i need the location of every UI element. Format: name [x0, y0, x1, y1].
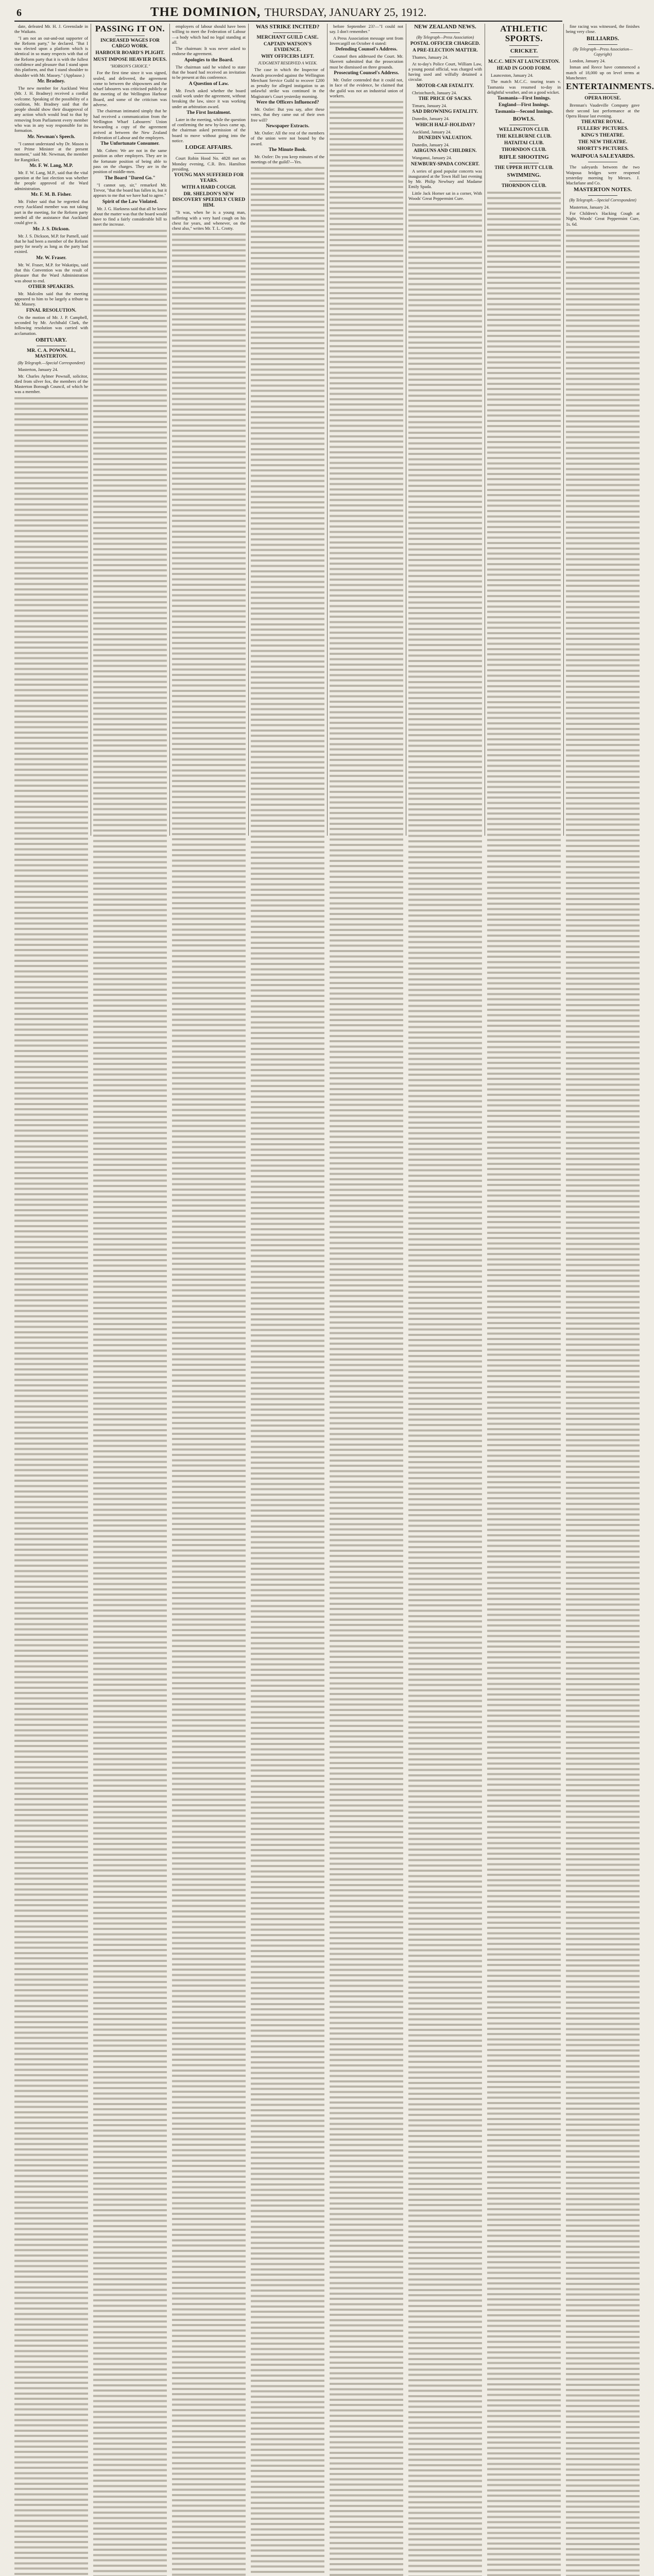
sub-headline: M.C.C. MEN AT LAUNCESTON.	[488, 59, 560, 64]
sub-headline: A Question of Law.	[188, 81, 229, 87]
paragraph: The match M.C.C. touring team v. Tasmania was resumed to-day in delightful weather, and on a good wicket.	[487, 79, 561, 95]
article-headline: BILLIARDS.	[586, 35, 619, 42]
paragraph: For Children's Hacking Cough at Night, Woods' Great Peppermint Cure, 1s. 6d.	[566, 211, 640, 227]
paragraph: The saleyards between the two Waipoua bridges were reopened yesterday morning by Messrs. J. Macfarlane and Co.	[566, 164, 640, 186]
paragraph: Later in the meeting, while the question of confirming the new by-laws came up, the chairman asked permission of the board to move without going into the notice.	[172, 116, 246, 144]
sub-headline: The Unfortunate Consumer.	[100, 141, 160, 147]
sub-headline: KING'S THEATRE.	[581, 133, 625, 139]
body-text-lines	[330, 99, 403, 2576]
body-text-lines	[487, 190, 561, 2576]
byline: (By Telegraph—Press Association)	[416, 35, 474, 40]
sub-headline: MOTOR-CAR FATALITY.	[416, 83, 474, 89]
headline-rule	[431, 32, 460, 33]
paragraph: Masterton, January 24.	[18, 367, 58, 372]
headline-rule	[588, 44, 617, 45]
sub-headline: WHY OFFICERS LEFT.	[261, 54, 314, 59]
article-columns	[14, 24, 654, 836]
paragraph: "It was, when he is a young man, suffering with a very hard cough on his chest for years, and whenever, on the chest also," writes Mr. T. L. Crotty.	[172, 210, 246, 231]
article-headline: OBITUARY.	[36, 336, 67, 343]
paragraph: Christchurch, January 24.	[412, 90, 457, 95]
paragraph: Mr. Fisher said that he regretted that every Auckland member was not taking part in the meeting, for the Reform party needed all the assistance that Auckland could give it.	[14, 199, 88, 226]
paragraph: Thames, January 24.	[412, 55, 449, 60]
paragraph: "I am not an out-and-out supporter of the Reform party," he declared. "But I was elected upon a platform which is identical in so many respects with that of the Reform party that it is with the fullest confidence and pleasure that I stand upon this platform, and that I stand shoulder to shoulder with Mr. Massey." (Applause.)	[14, 35, 88, 78]
paragraph: Mr. J. G. Harkness said that all he knew about the matter was that the board would have to find a fairly considerable bill to meet the increase.	[93, 206, 167, 227]
sub-headline: CAPTAIN WATSON'S EVIDENCE.	[263, 42, 312, 53]
section-headline: ENTERTAINMENTS.	[566, 81, 654, 92]
sub-headline: DR. SHELDON'S NEW DISCOVERY SPEEDILY CURED HIM.	[172, 192, 246, 209]
article-headline: BOWLS.	[512, 116, 536, 123]
column-8	[566, 24, 654, 836]
sub-headline: MUST IMPOSE HEAVIER DUES.	[93, 57, 167, 62]
paragraph: The chairman said he wished to state that the board had received an invitation to be present at this conference.	[172, 64, 246, 80]
sub-headline: INCREASED WAGES FOR CARGO WORK.	[100, 38, 160, 49]
sub-headline: THE NEW THEATRE.	[578, 140, 628, 145]
headline-rule	[509, 45, 539, 46]
column-5	[330, 24, 403, 836]
sub-headline: Newspaper Extracts.	[266, 123, 309, 129]
paragraph: The chairman intimated simply that he had received a communication from the Wellington Wharf Labourers' Union forwarding a copy of the agreement arrived at between the New Zealand Federation of Labour and the employers.	[93, 108, 167, 140]
column-6	[408, 24, 482, 836]
paragraph: Counsel then addressed the Court. Mr. Skerrett submitted that the prosecution must be dismissed on three grounds.	[330, 54, 403, 70]
article-headline: NEW ZEALAND NEWS.	[414, 24, 476, 30]
paragraph: Mr. Ostler contended that it could not, in face of the evidence, be claimed that the guild was not an industrial union of workers.	[330, 77, 403, 98]
paragraph: "I cannot understand why Dr. Mason is not Prime Minister at the present moment," said Mr. Newman, the member for Rangitikei.	[14, 141, 88, 162]
paragraph: Mr. J. S. Dickson, M.P. for Parnell, said that he had been a member of the Reform party for nearly as long as the party had existed.	[14, 233, 88, 255]
paragraph: Court Robin Hood No. 4828 met on Monday evening, C.R. Bro. Hamilton presiding.	[172, 156, 246, 172]
sub-headline: The Minute Book.	[268, 147, 307, 152]
page-number: 6	[16, 7, 22, 19]
sub-headline: OPERA HOUSE.	[584, 96, 621, 101]
paragraph: Mr. Ostler: All the rest of the members of the union were not bound by the award.	[251, 130, 324, 146]
sub-headline: Tasmania—First Innings.	[497, 96, 551, 101]
sub-headline: SHORTT'S PICTURES.	[577, 146, 629, 152]
sub-headline: Mr. Bradney.	[37, 78, 65, 84]
sub-headline: Tasmania—Second Innings.	[494, 109, 554, 115]
sub-headline: England—First Innings.	[498, 103, 549, 108]
paragraph: A series of good popular concerts was inaugurated at the Town Hall last evening by Mr. Philip Newbury and Madame Emily Spada.	[408, 168, 482, 190]
sub-headline: FULLERS' PICTURES.	[577, 126, 629, 132]
paragraph: Mr. Fesch asked whether the board could work under the agreement, without breaking the law, since it was working under an arbitration award.	[172, 88, 246, 109]
paragraph: The new member for Auckland West (Mr. J. H. Bradney) received a cordial welcome. Speaking of the possibility of a coalition, Mr. Bradney said that the people should show their disapproval of any action which would lead to that by removing from Parliament every member who was in any way responsible for its formation.	[14, 85, 88, 133]
paragraph: For the first time since it was signed, sealed, and delivered, the agreement come to between the shipowners and the wharf labourers was criticised publicly at the meeting of the Wellington Harbour Board, and some of the criticism was adverse.	[93, 70, 167, 108]
paragraph: Mr. Charles Aylmer Pownall, solicitor, died from silver fox, the members of the Masterton Borough Council, of which he was a member.	[14, 373, 88, 395]
headline-rule	[588, 195, 617, 196]
paragraph: Dunedin, January 24.	[412, 116, 450, 122]
paragraph: Auckland, January 24.	[412, 129, 452, 134]
paragraph: At to-day's Police Court, William Law, a young postal official, was charged with having used and wilfully detained a circular.	[408, 61, 482, 82]
sub-headline: THEATRE ROYAL.	[581, 120, 625, 125]
paragraph: employers of labour should have been willing to meet the Federation of Labour—a body which had no legal standing at all.	[172, 24, 246, 45]
sub-headline: YOUNG MAN SUFFERED FOR YEARS.	[174, 173, 244, 184]
paragraph: date, defeated Mr. H. J. Greenslade in the Waikato.	[14, 24, 88, 35]
article-headline: MASTERTON NOTES.	[573, 187, 632, 193]
paragraph: Masterton, January 24.	[570, 204, 610, 210]
paragraph: The chairman: It was never asked to endorse the agreement.	[172, 46, 246, 57]
headline-rule	[273, 32, 302, 33]
newspaper-page	[0, 0, 654, 841]
article-headline: CRICKET.	[510, 48, 538, 54]
body-text-lines	[408, 202, 482, 2576]
byline: "HOBSON'S CHOICE."	[110, 64, 150, 69]
newspaper-title	[14, 5, 562, 20]
paragraph: Dunedin, January 24.	[412, 142, 450, 147]
article-headline: RIFLE SHOOTING	[499, 154, 549, 161]
sub-headline: A PRE-ELECTION MATTER.	[412, 48, 478, 54]
sub-headline: Mr. J. S. Dickson.	[32, 226, 70, 232]
sub-headline: Mr. Newman's Speech.	[27, 134, 75, 140]
paragraph: Brennan's Vaudeville Company gave their second last performance at the Opera House last evening.	[566, 103, 640, 118]
sub-headline: WELLINGTON CLUB.	[498, 127, 549, 133]
article-headline: LODGE AFFAIRS.	[185, 144, 233, 151]
paragraph: Wanganui, January 24.	[412, 155, 452, 161]
body-text-lines	[172, 232, 246, 2576]
body-text-lines	[93, 228, 167, 2576]
sub-headline: Were the Officers Influenced?	[256, 100, 319, 106]
paragraph: Mr. Ostler: Do you keep minutes of the meetings of the guild?—Yes.	[251, 154, 324, 165]
sub-headline: OTHER SPEAKERS.	[28, 284, 75, 290]
sub-headline: HARBOUR BOARD'S PLIGHT.	[95, 50, 165, 56]
sub-headline: THE KELBURNE CLUB.	[496, 134, 552, 140]
sub-headline: THORNDON CLUB.	[501, 147, 547, 153]
paragraph: before September 23?—"I could not say. I don't remember."	[330, 24, 403, 35]
sub-headline: WITH A HARD COUGH.	[181, 185, 236, 191]
sub-headline: THORNDON CLUB.	[501, 183, 547, 189]
sub-headline: FINAL RESOLUTION.	[26, 308, 77, 313]
column-7	[487, 24, 561, 836]
headline-rule	[588, 93, 617, 94]
sub-headline: POSTAL OFFICER CHARGED.	[410, 41, 480, 47]
paragraph: "I cannot say, sir," remarked Mr. Trevor, "that the board has fallen in, but it appears to me that we have had to agree."	[93, 182, 167, 198]
sub-headline: WHICH HALF-HOLIDAY?	[415, 122, 475, 128]
masthead	[14, 5, 562, 22]
column-2	[93, 24, 167, 836]
section-headline: ATHLETIC SPORTS.	[500, 24, 548, 43]
sub-headline: The Board "Dared Go."	[105, 175, 156, 181]
body-text-lines	[566, 228, 640, 2576]
sub-headline: DUNEDIN VALUATION.	[418, 135, 473, 141]
column-1	[14, 24, 88, 836]
sub-headline: HATAITAI CLUB.	[504, 141, 544, 146]
paragraph: Launceston, January 24.	[491, 73, 533, 78]
sub-headline: Spirit of the Law Violated.	[102, 199, 158, 205]
paragraph: Inman and Reece have commenced a match of 18,000 up on level terms at Manchester.	[566, 64, 640, 81]
article-headline: WAIPOUA SALEYARDS.	[571, 153, 635, 160]
headline-rule	[194, 153, 223, 154]
issue-date: THURSDAY, JANUARY 25, 1912.	[264, 6, 427, 19]
paragraph: A Press Association message sent from Invercargill on October 4 stated:	[330, 35, 403, 46]
sub-headline: The First Instalment.	[186, 110, 231, 115]
sub-headline: SAD DROWNING FATALITY.	[412, 109, 478, 115]
sub-headline: MERCHANT GUILD CASE.	[256, 35, 319, 40]
paragraph: Timaru, January 24.	[412, 103, 448, 109]
article-headline: WAS STRIKE INCITED?	[255, 24, 320, 30]
sub-headline: Apologies to the Board.	[184, 57, 233, 63]
sub-headline: Defending Counsel's Address.	[335, 47, 398, 53]
sub-headline: Mr. F. M. B. Fisher.	[31, 192, 72, 198]
sub-headline: AIRGUNS AND CHILDREN.	[414, 148, 477, 154]
sub-headline: Mr. W. Fraser.	[36, 255, 66, 261]
paragraph: Mr. Ostler: But you say, after these votes, that they came out of their own free will?	[251, 107, 324, 123]
section-headline: PASSING IT ON.	[95, 24, 165, 33]
byline: (By Telegraph—Press Association—Copyright)	[573, 46, 633, 57]
byline: JUDGMENT RESERVED A WEEK.	[257, 61, 318, 65]
article-headline: SWIMMING.	[507, 172, 541, 179]
sub-headline: Prosecuting Counsel's Address.	[334, 71, 399, 76]
byline: (By Telegraph.—Special Correspondent)	[569, 198, 636, 203]
paragraph: fine racing was witnessed, the finishes being very close.	[566, 24, 640, 35]
paper-name: THE DOMINION,	[150, 5, 261, 19]
sub-headline: Mr. F. W. Lang, M.P.	[29, 163, 73, 168]
paragraph: Little Jack Horner sat in a corner, With Woods' Great Peppermint Cure.	[408, 190, 482, 201]
sub-headline: THE PRICE OF SACKS.	[418, 96, 472, 102]
column-4	[251, 24, 324, 836]
sub-headline: THE UPPER HUTT CLUB.	[494, 165, 554, 171]
paragraph: On the motion of Mr. J. P. Campbell, seconded by Mr. Archibald Clark, the following resolution was carried with acclamation.	[14, 314, 88, 336]
column-3	[172, 24, 246, 836]
body-text-lines	[14, 396, 88, 2576]
byline: (By Telegraph.—Special Correspondent)	[18, 360, 85, 365]
sub-headline: HEAD IN GOOD FORM.	[496, 66, 552, 71]
paragraph: Mr. Cohen: We are not in the same position as other employers. They are in the fortunate position of being able to pass on the charges. They are in the position of middle-men.	[93, 148, 167, 175]
sub-headline: MR. C. A. POWNALL, MASTERTON.	[27, 348, 76, 359]
body-text-lines	[251, 165, 324, 2576]
paragraph: Mr. W. Fraser, M.P. for Wakatipu, said that this Convention was the result of pleasure that the Ward Administration was about to end.	[14, 262, 88, 283]
paragraph: The case in which the Inspector of Awards proceeded against the Wellington Merchant Service Guild to recover £200 as penalty for alleged instigation to an unlawful strike was continued in the Magistrate's Court yesterday morning.	[251, 67, 324, 99]
paragraph: Mr. Malcolm said that the meeting appeared to him to be largely a tribute to Mr. Massey.	[14, 291, 88, 307]
sub-headline: NEWBURY-SPADA CONCERT.	[410, 161, 480, 167]
paragraph: London, January 24.	[570, 58, 606, 64]
paragraph: Mr. F. W. Lang, M.P., said that the vital question at the last election was whether the people approved of the Ward administration.	[14, 170, 88, 191]
